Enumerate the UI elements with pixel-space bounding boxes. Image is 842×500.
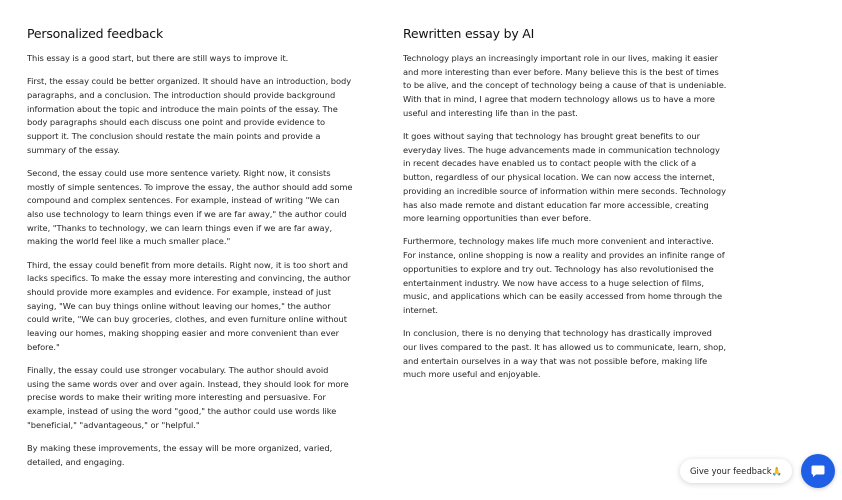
personalized-feedback-section: [27, 26, 353, 479]
essay-paragraph: It goes without saying that technology has brought great benefits to our everyday lives. The huge advancements made in communication technology in recent decades have enabled us to contact people with the click of a button, regardless of our physical location. We can now access the internet, providing an incredible source of information within mere seconds. Technology has also made remote and distant education far more accessible, creating more learning opportunities than ever before.: [403, 131, 726, 224]
feedback-paragraph: This essay is a good start, but there are still ways to improve it.: [27, 53, 289, 63]
essay-paragraph: Furthermore, technology makes life much more convenient and interactive. For instance, online shopping is now a reality and provides an infinite range of opportunities to explore and try out. Technology has also revolutionised the entertainment industry. We now have access to a huge selection of films, music, and applications which can be easily accessed from home through the internet.: [403, 236, 725, 315]
feedback-paragraph: Second, the essay could use more sentence variety. Right now, it consists mostly of simple sentences. To improve the essay, the author should add some compound and complex sentences. For example, instead of writing "We can also use technology to learn things even if we are far away," the author could write, "Thanks to technology, we can learn things even if we are far away, making the world feel like a much smaller place.": [27, 167, 353, 247]
feedback-paragraph: By making these improvements, the essay will be more organized, varied, detailed, and engaging.: [27, 443, 333, 467]
rewritten-essay-title: Rewritten essay by AI: [403, 26, 535, 41]
chat-bubble-icon: [810, 463, 826, 479]
chat-launcher-button[interactable]: [801, 454, 835, 488]
give-feedback-button[interactable]: [680, 459, 792, 483]
feedback-title: Personalized feedback: [27, 26, 163, 41]
give-feedback-label: Give your feedback🙏: [690, 465, 782, 476]
feedback-paragraph: Third, the essay could benefit from more details. Right now, it is too short and lacks specifics. To make the essay more interesting and convincing, the author should provide more examples and evidence. For example, instead of just saying, "We can buy things online without leaving our homes," the author could write, "We can buy groceries, clothes, and even furniture online without leaving our homes, making shopping easier and more convenient than ever before.": [27, 259, 351, 352]
essay-paragraph: In conclusion, there is no denying that technology has drastically improved our lives compared to the past. It has allowed us to communicate, learn, shop, and entertain ourselves in a way that was not possible before, making life much more useful and enjoyable.: [403, 328, 726, 380]
essay-paragraph: Technology plays an increasingly important role in our lives, making it easier and more interesting than ever before. Many believe this is the best of times to be alive, and the concept of technology being a cause of that is undeniable. With that in mind, I agree that modern technology allows us to have a more useful and interesting life than in the past.: [403, 53, 727, 118]
rewritten-essay-section: [403, 26, 728, 391]
feedback-paragraph: First, the essay could be better organized. It should have an introduction, body paragraphs, and a conclusion. The introduction should provide background information about the topic and introduce the main points of the essay. The body paragraphs should each discuss one point and provide evidence to support it. The conclusion should restate the main points and provide a summary of the essay.: [27, 76, 352, 155]
feedback-paragraph: Finally, the essay could use stronger vocabulary. The author should avoid using the same words over and over again. Instead, they should look for more precise words to make their writing more interesting and persuasive. For example, instead of using the word "good," the author could use words like "beneficial," "advantageous," or "helpful.": [27, 365, 349, 430]
